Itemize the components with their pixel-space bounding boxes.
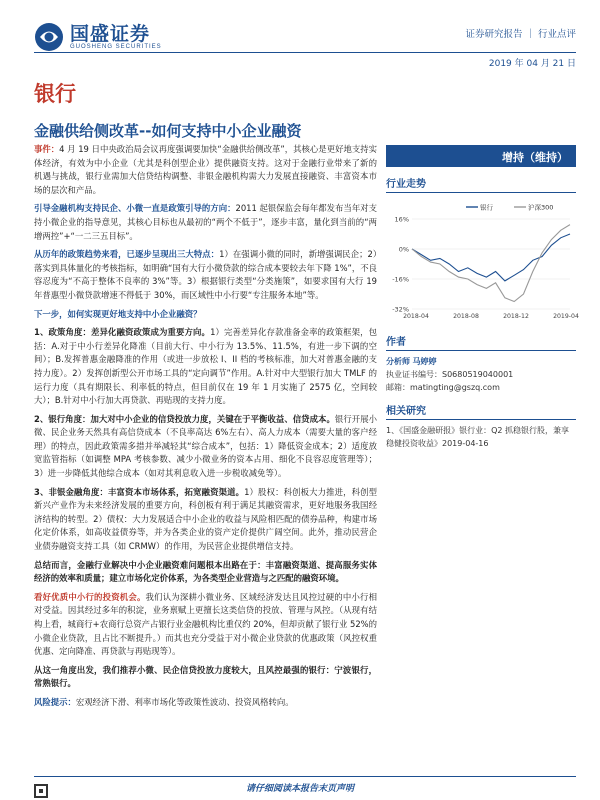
next-step-lead: 下一步，如何实现更好地支持中小企业融资？ bbox=[34, 308, 202, 319]
y-tick-label: 16% bbox=[394, 215, 409, 224]
x-tick-label: 2018-04 bbox=[403, 313, 429, 320]
paragraph-policy-angle bbox=[34, 326, 377, 408]
paragraph-bank-angle bbox=[34, 413, 377, 481]
y-tick-label: 0% bbox=[398, 245, 409, 254]
paragraph-three-features bbox=[34, 248, 377, 302]
x-tick-label: 2018-12 bbox=[503, 313, 529, 320]
email-row bbox=[386, 381, 576, 394]
author-heading: 作者 bbox=[386, 333, 576, 351]
report-date: 2019 年 04 月 21 日 bbox=[488, 59, 576, 69]
rating-badge: 增持（维持） bbox=[386, 145, 576, 167]
three-features-lead: 从历年的政策趋势来看，已逐步呈现出三大特点： bbox=[34, 249, 220, 260]
paragraph-recommendation bbox=[34, 664, 377, 691]
nonbank-angle-body: 1）股权：科创板大力推进，科创型新兴产业作为未来经济发展的重要方向，科创板有利于满足其融资需求，更好地服务我国经济结构的转型。2）债权：大力发展适合中小企业的收益与风险相匹配的债券品种，构建市场化定价体系，如高收益债券等，并为各类企业的资产定价提供广阔空间。此外，推动民营企业债券融资支持工具（如 CRMW）的作用，为民营企业提供增信支持。 bbox=[34, 486, 378, 552]
email-address[interactable]: matingting@gszq.com bbox=[410, 383, 500, 392]
y-tick-label: -16% bbox=[392, 275, 409, 284]
report-header bbox=[0, 0, 600, 69]
related-item[interactable]: 1、《国盛金融研报》银行业：Q2 抓稳银行股，兼享稳健投资收益》2019-04-16 bbox=[386, 426, 570, 448]
analyst-label: 分析师 bbox=[386, 357, 410, 366]
footer-disclaimer: 请仔细阅读本报告末页声明 bbox=[245, 784, 354, 794]
report-body bbox=[34, 143, 377, 715]
legend-label: 沪深300 bbox=[528, 203, 554, 212]
report-type: 证券研究报告 ｜ 行业点评 bbox=[465, 29, 576, 40]
sector-name: 银行 bbox=[34, 82, 76, 106]
y-tick-label: -32% bbox=[392, 305, 409, 314]
cert-label: 执业证书编号： bbox=[386, 370, 442, 379]
trend-chart-svg bbox=[386, 197, 579, 325]
paragraph-risk bbox=[34, 696, 377, 710]
event-lead: 事件： bbox=[34, 144, 60, 154]
paragraph-event bbox=[34, 143, 377, 197]
event-body: 4 月 19 日中央政治局会议再度强调要加快“金融供给侧改革”，其核心是更好地支持实体经济，有效为中小企业（尤其是科创型企业）提供融资支持。这对于金融行业带来了新的机遇与挑战，银行业需加大信贷结构调整、非银金融机构需大力发展直接融资、丰富资本市场的层次和产品。 bbox=[34, 144, 378, 195]
policy-angle-lead: 1、政策角度：差异化融资政策成为重要方向。 bbox=[34, 327, 211, 338]
logo-english-name: GUOSHENG SECURITIES bbox=[70, 44, 162, 50]
risk-lead: 风险提示： bbox=[34, 696, 76, 707]
investment-body: 我们认为深耕小微业务、区域经济发达且风控过硬的中小行相对受益。因其经过多年的积淀，业务禀赋上更擅长这类信贷的投放、管理与风控。（从现有结构上看，城商行+农商行总资产占银行业金融机构比重仅约 20%，但却贡献了银行业 52%的小微企业贷款，且占比不断提升。）而其也充分受益于对小微企业贷款的优惠政策（风控权重优惠、定向降准、再贷款与再贴现等）。 bbox=[34, 591, 378, 657]
related-heading: 相关研究 bbox=[386, 402, 576, 420]
logo-chinese-name: 国盛证券 bbox=[70, 23, 151, 45]
guosheng-logo-icon bbox=[34, 22, 64, 52]
paragraph-summary bbox=[34, 559, 377, 586]
nonbank-angle-lead: 3、非银金融角度：丰富资本市场体系，拓宽融资渠道。 bbox=[34, 486, 245, 497]
investment-lead: 看好优质中小行的投资机会。 bbox=[34, 591, 146, 602]
x-tick-label: 2019-04 bbox=[553, 313, 579, 320]
risk-body: 宏观经济下滑、利率市场化等政策性波动、投资风格转向。 bbox=[75, 696, 294, 707]
x-tick-label: 2018-08 bbox=[453, 313, 479, 320]
analyst-name: 马婷婷 bbox=[412, 357, 437, 366]
sidebar bbox=[386, 143, 579, 450]
industry-trend-chart bbox=[386, 197, 579, 325]
cert-number: S0680519040001 bbox=[442, 370, 514, 379]
policy-angle-body: 1）完善差异化存款准备金率的政策框架，包括：A.对于中小行差异化降准（目前大行、中小行为 13.5%、11.5%，有进一步下调的空间）；B.发挥普惠金融降准的作用（或进一步放松 I、II 档的考核标准，加大对普惠金融的支持力度）。2）发挥创新型公开市场工具的“定向调节”作用。A.针对中大型银行加大 TMLF 的运行力度（具有期限长、利率低的特点，但目前仅在 19 年 1 月实施了 2575 亿，空间较大）；B.针对中小行加大再贷款、再贴现的支持力度。 bbox=[34, 327, 378, 406]
summary-text: 总结而言，金融行业解决中小企业融资难问题根本出路在于：丰富融资渠道、提高服务实体经济的效率和质量；建立市场化定价体系，为各类型企业营造与之匹配的融资环境。 bbox=[34, 559, 377, 584]
series-line-沪深300 bbox=[412, 225, 570, 302]
paragraph-next-step bbox=[34, 308, 377, 322]
report-title: 金融供给侧改革--如何支持中小企业融资 bbox=[34, 122, 302, 140]
three-features-body: 1）在强调小微的同时，新增强调民企；2）落实到具体量化的考核指标，如明确“国有大行小微贷款的综合成本要较去年下降 1%”，不良容忍度为“不高于整体不良率的 3%”等。3）根据银行类型“分类施策”，如要求国有大行 19 年普惠型小微贷款增速不得低于 30%，而区域性中小行要“专注服务本地”等。 bbox=[34, 249, 377, 300]
policy-direction-lead: 引导金融机构支持民企、小微一直是政策引导的方向： bbox=[34, 203, 236, 214]
paragraph-nonbank-angle bbox=[34, 486, 377, 554]
header-divider bbox=[34, 52, 576, 53]
recommendation-text: 从这一角度出发，我们推荐小微、民企信贷投放力度较大，且风控最强的银行：宁波银行，常熟银行。 bbox=[34, 664, 377, 689]
analyst-row bbox=[386, 355, 576, 368]
paragraph-investment bbox=[34, 591, 377, 659]
trend-heading: 行业走势 bbox=[386, 175, 576, 193]
footer-divider bbox=[34, 776, 576, 777]
email-label: 邮箱： bbox=[386, 383, 410, 392]
author-info bbox=[386, 355, 576, 394]
policy-direction-body: 2011 起银保监会每年都发布当年对支持小微企业的指导意见，其核心目标也从最初的“两个不低于”，逐步丰富，量化到当前的“两增两控”+“一二三五目标”。 bbox=[34, 203, 377, 241]
paragraph-policy-direction bbox=[34, 202, 377, 243]
series-line-银行 bbox=[412, 234, 570, 281]
company-logo bbox=[34, 22, 162, 52]
cert-row bbox=[386, 368, 576, 381]
footer bbox=[0, 781, 600, 794]
bank-angle-lead: 2、银行角度：加大对中小企业的信贷投放力度，关键在于平衡收益、信贷成本。 bbox=[34, 413, 335, 424]
legend-label: 银行 bbox=[480, 203, 493, 212]
bank-angle-body: 银行开展小微、民企业务天然具有高信贷成本（不良率高达 6%左右）、高人力成本（需要大量的客户经理）的特点，因此政策需多措并举减轻其“综合成本”，包括：1）降低资金成本；2）适度放宽监管指标（如调整 MPA 考核参数、减少小微业务的资本占用、细化不良容忍度管理等）；3）进一步降低其他综合成本（如对其利息收入进一步税收减免等）。 bbox=[34, 413, 377, 479]
